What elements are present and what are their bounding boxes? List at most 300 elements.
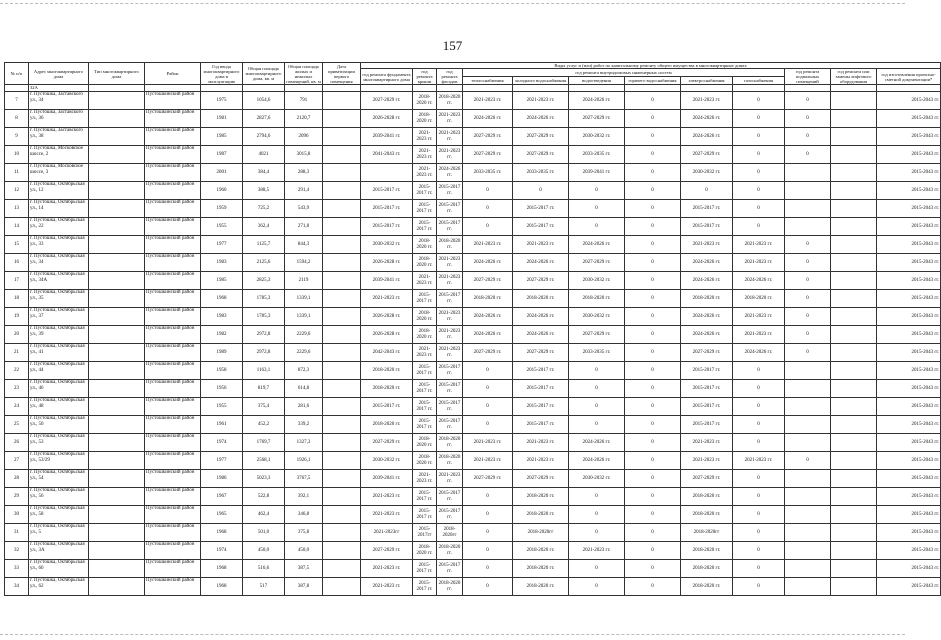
row-foundation: 2021-2023 гг.	[361, 488, 413, 506]
row-number: 28	[5, 470, 29, 488]
row-drainage: 2033-2035 гг.	[569, 344, 625, 362]
row-cold-water: 2018-2020 гг.	[513, 506, 569, 524]
row-basements	[785, 560, 831, 578]
row-drainage: 2030-2032 гг.	[569, 308, 625, 326]
row-gas: 2024-2026 гг.	[733, 344, 785, 362]
row-heating: 0	[463, 416, 513, 434]
row-privatization	[323, 146, 361, 164]
row-hot-water: 0	[625, 344, 681, 362]
row-living-area: 1339,1	[285, 290, 323, 308]
row-hot-water: 0	[625, 434, 681, 452]
row-living-area: 346,8	[285, 506, 323, 524]
row-electricity: 2015-2017 гг.	[681, 362, 733, 380]
row-district: Пустошкинский район	[145, 146, 201, 164]
row-basements	[785, 542, 831, 560]
row-total-area: 2972,8	[243, 344, 285, 362]
row-privatization	[323, 218, 361, 236]
row-facade: 2015-2017 гг.	[437, 200, 463, 218]
row-foundation: 2027-2029 гг.	[361, 92, 413, 110]
row-number: 21	[5, 344, 29, 362]
row-foundation: 2030-2032 гг.	[361, 452, 413, 470]
row-basements: 0	[785, 236, 831, 254]
row-district: Пустошкинский район	[145, 164, 201, 182]
row-roof: 2021-2023 гг.	[413, 344, 437, 362]
row-basements	[785, 506, 831, 524]
table-row	[5, 416, 941, 434]
row-privatization	[323, 362, 361, 380]
row-total-area: 4021	[243, 146, 285, 164]
row-hot-water: 0	[625, 146, 681, 164]
row-basements	[785, 218, 831, 236]
row-living-area: 339,2	[285, 416, 323, 434]
row-cold-water: 2027-2029 гг.	[513, 128, 569, 146]
page-number: 157	[442, 38, 463, 53]
row-foundation: 2021-2023 гг.	[361, 506, 413, 524]
row-type	[89, 218, 145, 236]
row-living-area: 281,6	[285, 398, 323, 416]
row-year: 1968	[201, 524, 243, 542]
row-facade: 2021-2023 гг.	[437, 128, 463, 146]
row-roof: 2015-2017гг	[413, 524, 437, 542]
header-total-area: Общая площадь многоквартирного дома, кв. м	[243, 63, 285, 85]
row-design-docs: 2015-2043 гг.	[877, 110, 941, 128]
row-cold-water: 2033-2035 гг.	[513, 164, 569, 182]
row-heating: 2033-2035 гг.	[463, 164, 513, 182]
row-hot-water: 0	[625, 110, 681, 128]
row-facade: 2015-2017 гг.	[437, 380, 463, 398]
row-privatization	[323, 236, 361, 254]
row-privatization	[323, 110, 361, 128]
row-lift	[831, 416, 877, 434]
row-year: 1975	[201, 92, 243, 110]
row-type	[89, 524, 145, 542]
row-gas: 0	[733, 200, 785, 218]
row-year: 2001	[201, 164, 243, 182]
row-electricity: 2018-2020 гг.	[681, 578, 733, 596]
row-address: г. Пустошка, Московское шоссе, 3	[29, 164, 89, 182]
row-basements	[785, 398, 831, 416]
row-district: Пустошкинский район	[145, 524, 201, 542]
row-hot-water: 0	[625, 182, 681, 200]
row-living-area: 387,8	[285, 578, 323, 596]
row-design-docs: 2015-2043 гг.	[877, 308, 941, 326]
row-heating: 2024-2026 гг.	[463, 326, 513, 344]
row-drainage: 2030-2032 гг.	[569, 272, 625, 290]
row-hot-water: 0	[625, 488, 681, 506]
row-address: г. Пустошка, Октябрьская ул., 53/29	[29, 452, 89, 470]
row-total-area: 2125,6	[243, 254, 285, 272]
row-living-area: 450,0	[285, 542, 323, 560]
row-gas: 2021-2023 гг.	[733, 254, 785, 272]
row-heating: 2027-2029 гг.	[463, 470, 513, 488]
row-privatization	[323, 182, 361, 200]
row-drainage: 0	[569, 380, 625, 398]
row-hot-water: 0	[625, 326, 681, 344]
row-design-docs: 2015-2043 гг.	[877, 470, 941, 488]
row-cold-water: 0	[513, 182, 569, 200]
row-hot-water: 0	[625, 560, 681, 578]
row-district: Пустошкинский район	[145, 128, 201, 146]
row-total-area: 2972,8	[243, 326, 285, 344]
scan-edge-bottom	[0, 634, 905, 635]
row-heating: 2021-2023 гг.	[463, 236, 513, 254]
row-cold-water: 2018-2020 гг.	[513, 542, 569, 560]
row-type	[89, 182, 145, 200]
row-design-docs: 2015-2043 гг.	[877, 272, 941, 290]
row-privatization	[323, 272, 361, 290]
row-basements: 0	[785, 326, 831, 344]
row-number: 14	[5, 218, 29, 236]
row-gas: 2021-2023 гг.	[733, 308, 785, 326]
row-privatization	[323, 164, 361, 182]
row-address: г. Пустошка, Заставского ул., 36	[29, 110, 89, 128]
table-row	[5, 308, 941, 326]
row-address: г. Пустошка, Заставского ул., 34	[29, 92, 89, 110]
row-foundation: 2039-2041 гг.	[361, 470, 413, 488]
row-address: г. Пустошка, Октябрьская ул., 34	[29, 254, 89, 272]
row-total-area: 501,0	[243, 524, 285, 542]
row-design-docs: 2015-2043 гг.	[877, 434, 941, 452]
row-facade: 2015-2017 гг.	[437, 560, 463, 578]
row-type	[89, 128, 145, 146]
table-row	[5, 164, 941, 182]
row-roof: 2018-2020 гг.	[413, 434, 437, 452]
row-basements: 0	[785, 308, 831, 326]
table-row	[5, 218, 941, 236]
row-basements: 0	[785, 110, 831, 128]
row-total-area: 1785,3	[243, 308, 285, 326]
row-basements: 0	[785, 254, 831, 272]
row-lift	[831, 146, 877, 164]
row-year: 1965	[201, 506, 243, 524]
row-gas: 0	[733, 560, 785, 578]
row-year: 1986	[201, 470, 243, 488]
row-basements: 0	[785, 272, 831, 290]
row-district: Пустошкинский район	[145, 92, 201, 110]
row-electricity: 0	[681, 182, 733, 200]
row-foundation: 2021-2023 гг.	[361, 560, 413, 578]
row-electricity: 2015-2017 гг.	[681, 416, 733, 434]
row-address: г. Пустошка, Октябрьская ул., 37	[29, 308, 89, 326]
row-heating: 2021-2023 гг.	[463, 434, 513, 452]
row-foundation: 2041-2043 гг.	[361, 146, 413, 164]
row-electricity: 2021-2023 гг.	[681, 434, 733, 452]
row-design-docs: 2015-2043 гг.	[877, 542, 941, 560]
row-electricity: 2021-2023 гг.	[681, 236, 733, 254]
row-gas: 0	[733, 488, 785, 506]
row-design-docs: 2015-2043 гг.	[877, 506, 941, 524]
row-year: 1956	[201, 380, 243, 398]
capital-repair-table	[4, 62, 941, 596]
header-privatization: Дата приватизации первого помещения	[323, 63, 361, 85]
row-facade: 2021-2023 гг.	[437, 344, 463, 362]
row-year: 1960	[201, 182, 243, 200]
table-row	[5, 434, 941, 452]
row-type	[89, 434, 145, 452]
row-total-area: 462,4	[243, 506, 285, 524]
row-year: 1982	[201, 326, 243, 344]
row-foundation: 2027-2029 гг.	[361, 542, 413, 560]
table-row	[5, 182, 941, 200]
row-privatization	[323, 452, 361, 470]
row-electricity: 2024-2026 гг.	[681, 308, 733, 326]
row-living-area: 3767,5	[285, 470, 323, 488]
row-heating: 2027-2029 гг.	[463, 344, 513, 362]
header-design-docs: год изготовления проектно-сметной документации*	[877, 69, 941, 85]
row-facade: 2021-2023 гг.	[437, 308, 463, 326]
table-row	[5, 326, 941, 344]
row-foundation: 2015-2017 гг.	[361, 200, 413, 218]
row-hot-water: 0	[625, 308, 681, 326]
row-design-docs: 2015-2043 гг.	[877, 92, 941, 110]
row-address: г. Пустошка, Октябрьская ул., 12	[29, 182, 89, 200]
table-row	[5, 128, 941, 146]
row-basements	[785, 578, 831, 596]
row-design-docs: 2015-2043 гг.	[877, 236, 941, 254]
row-gas: 2024-2026 гг.	[733, 272, 785, 290]
row-heating: 2024-2026 гг.	[463, 110, 513, 128]
row-roof: 2018-2020 гг.	[413, 542, 437, 560]
row-drainage: 0	[569, 218, 625, 236]
row-total-area: 1125,7	[243, 236, 285, 254]
row-cold-water: 2015-2017 гг.	[513, 362, 569, 380]
row-total-area: 384,4	[243, 164, 285, 182]
row-heating: 0	[463, 398, 513, 416]
row-cold-water: 2027-2029 гг.	[513, 272, 569, 290]
row-hot-water: 0	[625, 578, 681, 596]
row-number: 26	[5, 434, 29, 452]
row-foundation: 2030-2032 гг.	[361, 236, 413, 254]
row-electricity: 2015-2017 гг.	[681, 398, 733, 416]
row-facade: 2018-2020 гг.	[437, 452, 463, 470]
row-facade: 2015-2017 гг.	[437, 182, 463, 200]
header-drainage: водоотведения	[569, 77, 625, 85]
row-number: 17	[5, 272, 29, 290]
row-cold-water: 2021-2023 гг.	[513, 452, 569, 470]
table-row	[5, 272, 941, 290]
row-total-area: 819,7	[243, 380, 285, 398]
row-basements	[785, 416, 831, 434]
row-address: г. Пустошка, Октябрьская ул., 14	[29, 200, 89, 218]
row-electricity: 2024-2026 гг.	[681, 326, 733, 344]
row-gas: 0	[733, 182, 785, 200]
row-district: Пустошкинский район	[145, 290, 201, 308]
row-district: Пустошкинский район	[145, 200, 201, 218]
row-year: 1974	[201, 542, 243, 560]
row-total-area: 2825,3	[243, 272, 285, 290]
row-number: 7	[5, 92, 29, 110]
row-type	[89, 254, 145, 272]
row-type	[89, 398, 145, 416]
row-gas: 0	[733, 110, 785, 128]
row-cold-water: 2024-2026 гг.	[513, 308, 569, 326]
row-living-area: 1594,2	[285, 254, 323, 272]
row-number: 19	[5, 308, 29, 326]
row-heating: 0	[463, 506, 513, 524]
header-foundation: год ремонта фундамента многоквартирного дома	[361, 69, 413, 85]
row-lift	[831, 524, 877, 542]
row-electricity: 2015-2017 гг.	[681, 380, 733, 398]
row-lift	[831, 164, 877, 182]
row-roof: 2018-2020 гг.	[413, 452, 437, 470]
row-total-area: 5023,3	[243, 470, 285, 488]
row-lift	[831, 92, 877, 110]
row-lift	[831, 452, 877, 470]
row-basements	[785, 434, 831, 452]
row-roof: 2021-2023 гг.	[413, 128, 437, 146]
header-hot-water: горячего водоснабжения	[625, 77, 681, 85]
row-roof: 2018-2020 гг.	[413, 326, 437, 344]
row-type	[89, 380, 145, 398]
row-privatization	[323, 542, 361, 560]
row-gas: 0	[733, 542, 785, 560]
row-basements: 0	[785, 290, 831, 308]
row-district: Пустошкинский район	[145, 308, 201, 326]
row-electricity: 2024-2026 гг.	[681, 128, 733, 146]
row-address: г. Пустошка, Октябрьская ул., 33	[29, 236, 89, 254]
row-cold-water: 2024-2026 гг.	[513, 110, 569, 128]
row-district: Пустошкинский район	[145, 560, 201, 578]
row-basements: 0	[785, 146, 831, 164]
row-facade: 2021-2023 гг.	[437, 254, 463, 272]
row-facade: 2015-2017 гг.	[437, 290, 463, 308]
row-electricity: 2018-2020 гг.	[681, 488, 733, 506]
row-facade: 2015-2017 гг.	[437, 506, 463, 524]
header-address: Адрес многоквартирного дома	[29, 63, 89, 85]
row-total-area: 452,2	[243, 416, 285, 434]
row-design-docs: 2015-2043 гг.	[877, 182, 941, 200]
row-lift	[831, 560, 877, 578]
row-cold-water: 2018-2020 гг.	[513, 578, 569, 596]
header-living-area: Общая площадь жилых и нежилых помещений, кв. м	[286, 63, 321, 84]
row-foundation: 2021-2023 гг.	[361, 290, 413, 308]
row-privatization	[323, 434, 361, 452]
row-basements	[785, 182, 831, 200]
row-address: г. Пустошка, Московское шоссе, 2	[29, 146, 89, 164]
row-privatization	[323, 308, 361, 326]
row-year: 1987	[201, 146, 243, 164]
row-gas: 0	[733, 398, 785, 416]
row-number: 11	[5, 164, 29, 182]
header-heating: теплоснабжения	[463, 77, 513, 85]
row-type	[89, 542, 145, 560]
row-address: г. Пустошка, Октябрьская ул., 48	[29, 398, 89, 416]
row-living-area: 288,3	[285, 164, 323, 182]
row-drainage: 0	[569, 398, 625, 416]
row-number: 10	[5, 146, 29, 164]
row-living-area: 844,3	[285, 236, 323, 254]
continuation-row	[5, 85, 941, 92]
row-privatization	[323, 290, 361, 308]
row-gas: 0	[733, 164, 785, 182]
row-facade: 2021-2023 гг.	[437, 470, 463, 488]
row-foundation: 2018-2020 гг.	[361, 380, 413, 398]
row-foundation	[361, 164, 413, 182]
row-foundation: 2042-2043 гг.	[361, 344, 413, 362]
row-drainage: 2018-2020 гг.	[569, 290, 625, 308]
header-roof: год ремонта крыши	[413, 69, 437, 85]
row-hot-water: 0	[625, 380, 681, 398]
row-type	[89, 416, 145, 434]
row-privatization	[323, 524, 361, 542]
row-basements: 0	[785, 452, 831, 470]
row-electricity: 2024-2026 гг.	[681, 272, 733, 290]
row-lift	[831, 272, 877, 290]
row-facade: 2021-2023 гг.	[437, 326, 463, 344]
row-roof: 2015-2017 гг.	[413, 506, 437, 524]
row-living-area: 1327,3	[285, 434, 323, 452]
row-facade: 2015-2017 гг.	[437, 362, 463, 380]
row-type	[89, 326, 145, 344]
header-district: Район	[145, 63, 201, 85]
row-foundation: 2018-2020 гг.	[361, 416, 413, 434]
row-address: г. Пустошка, Октябрьская ул., 44	[29, 362, 89, 380]
row-district: Пустошкинский район	[145, 416, 201, 434]
row-heating: 2027-2029 гг.	[463, 146, 513, 164]
row-number: 15	[5, 236, 29, 254]
row-roof: 2021-2023 гг.	[413, 272, 437, 290]
row-living-area: 2229,6	[285, 326, 323, 344]
row-privatization	[323, 416, 361, 434]
row-design-docs: 2015-2043 гг.	[877, 146, 941, 164]
row-design-docs: 2015-2043 гг.	[877, 380, 941, 398]
row-privatization	[323, 488, 361, 506]
row-hot-water: 0	[625, 452, 681, 470]
row-drainage: 2024-2026 гг.	[569, 92, 625, 110]
row-heating: 0	[463, 362, 513, 380]
row-drainage: 0	[569, 488, 625, 506]
row-roof: 2018-2020 гг.	[413, 110, 437, 128]
row-type	[89, 344, 145, 362]
row-year: 1985	[201, 128, 243, 146]
table-row	[5, 470, 941, 488]
row-heating: 0	[463, 524, 513, 542]
row-foundation: 2015-2017 гг.	[361, 218, 413, 236]
header-gas: газоснабжения	[733, 77, 785, 85]
row-number: 13	[5, 200, 29, 218]
table-row	[5, 380, 941, 398]
table-row	[5, 398, 941, 416]
row-lift	[831, 290, 877, 308]
row-total-area: 1785,3	[243, 290, 285, 308]
row-total-area: 388,5	[243, 182, 285, 200]
row-cold-water: 2021-2023 гг.	[513, 92, 569, 110]
row-address: г. Пустошка, Заставского ул., 38	[29, 128, 89, 146]
row-district: Пустошкинский район	[145, 488, 201, 506]
row-living-area: 2119	[285, 272, 323, 290]
row-drainage: 0	[569, 506, 625, 524]
row-lift	[831, 236, 877, 254]
row-basements	[785, 164, 831, 182]
row-electricity: 2018-2020 гг.	[681, 506, 733, 524]
row-lift	[831, 182, 877, 200]
row-district: Пустошкинский район	[145, 542, 201, 560]
row-privatization	[323, 254, 361, 272]
row-facade: 2018-2020 гг.	[437, 542, 463, 560]
row-design-docs: 2015-2043 гг.	[877, 362, 941, 380]
row-foundation: 2026-2028 гг.	[361, 254, 413, 272]
row-cold-water: 2027-2029 гг.	[513, 146, 569, 164]
row-cold-water: 2027-2029 гг.	[513, 470, 569, 488]
row-hot-water: 0	[625, 506, 681, 524]
row-district: Пустошкинский район	[145, 254, 201, 272]
row-lift	[831, 110, 877, 128]
row-type	[89, 452, 145, 470]
row-electricity: 2021-2023 гг.	[681, 92, 733, 110]
table-row	[5, 290, 941, 308]
row-facade: 2015-2017 гг.	[437, 416, 463, 434]
row-district: Пустошкинский район	[145, 272, 201, 290]
